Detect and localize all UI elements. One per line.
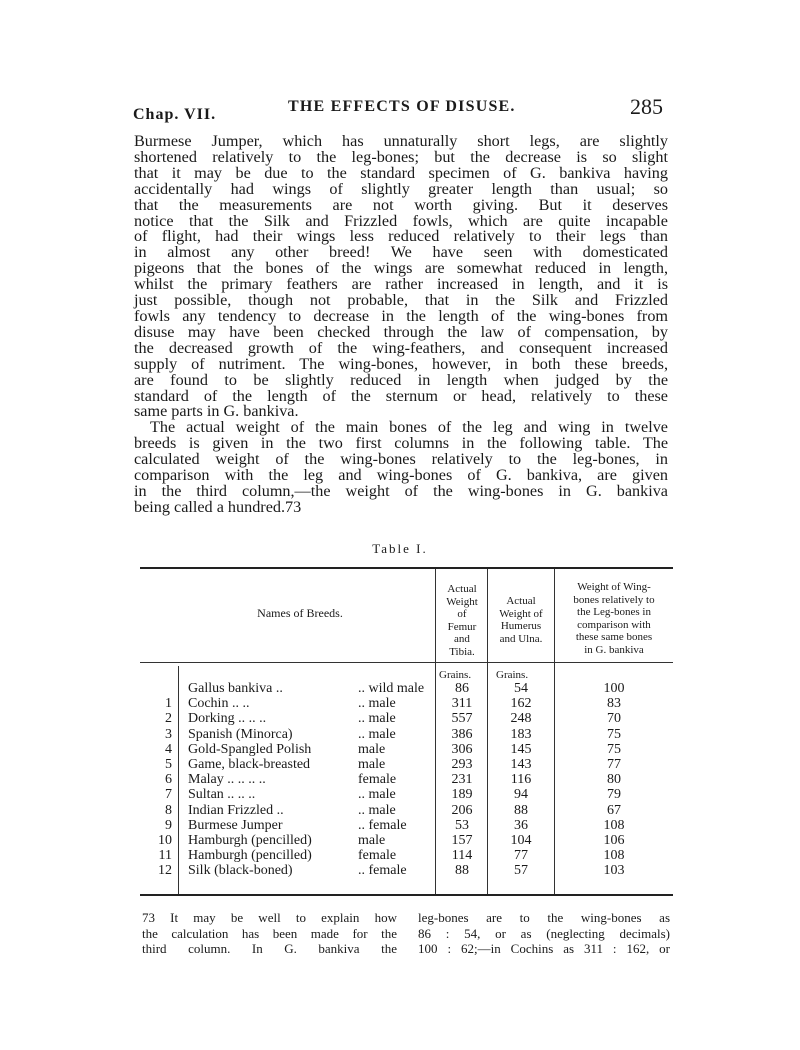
femur-weight: 293: [451, 757, 473, 772]
breed-sex: .. female: [358, 817, 407, 833]
row-number: 11: [158, 848, 172, 864]
breed-name: Game, black-breasted: [188, 757, 311, 772]
row-number: 8: [165, 802, 172, 818]
row-number: 9: [165, 817, 172, 833]
page-number: 285: [630, 94, 663, 119]
header-humerus: [488, 595, 554, 645]
femur-weight: 206: [451, 802, 473, 818]
humerus-weight: 88: [514, 802, 528, 818]
relative-weight: 79: [607, 787, 621, 803]
body-line: supply of nutriment. The wing-bones, however, in both these breeds,: [134, 354, 668, 373]
relative-weight: 77: [607, 757, 621, 772]
header-divider: [140, 662, 673, 663]
breed-name: Indian Frizzled ..: [188, 802, 284, 818]
header-names: Names of Breeds.: [257, 606, 343, 620]
humerus-weight: 145: [510, 741, 532, 757]
header-line: Actual: [506, 595, 536, 607]
body-line: calculated weight of the wing-bones relatively to the leg-bones, in: [134, 450, 668, 469]
femur-weight: 114: [451, 848, 473, 864]
body-line: accidentally had wings of slightly greater length than usual; so: [134, 179, 668, 198]
body-line: breeds is given in the two first columns in the following table. The: [134, 434, 668, 453]
femur-weight: 86: [455, 681, 469, 696]
breed-sex: female: [358, 848, 397, 864]
breed-sex: .. male: [358, 802, 396, 818]
relative-weight: 70: [607, 711, 621, 727]
femur-weight: 557: [451, 711, 473, 727]
humerus-weight: 143: [510, 757, 532, 772]
footnote-line: 100 : 62;—in Cochins as 311 : 162, or: [418, 941, 670, 956]
relative-weight: 75: [607, 726, 621, 742]
femur-weight: 311: [451, 696, 473, 712]
header-line: these same bones: [575, 631, 653, 643]
body-line: of flight, had their wings less reduced relatively to their legs than: [134, 227, 668, 246]
body-line: in the third column,—the weight of the wing-bones in G. bankiva: [134, 481, 668, 500]
humerus-weight: 94: [514, 787, 528, 803]
breed-name: Gold-Spangled Polish: [188, 741, 312, 757]
breed-sex: .. male: [358, 696, 396, 712]
header-line: in G. bankiva: [584, 643, 644, 656]
breed-name: Spanish (Minorca): [188, 726, 293, 742]
body-line: the decreased growth of the wing-feathers, and consequent increased: [134, 338, 668, 357]
relative-weight: 67: [607, 802, 621, 818]
header-line: comparison with: [577, 618, 651, 631]
row-number: 12: [158, 863, 172, 879]
row-number: 10: [158, 833, 172, 848]
body-line: are found to be slightly reduced in length when judged by the: [134, 370, 668, 389]
body-line: shortened relatively to the leg-bones; but the decrease is so slight: [134, 147, 668, 166]
breed-sex: male: [358, 757, 386, 772]
femur-weight: 53: [455, 817, 469, 833]
breed-name: Sultan .. .. ..: [188, 787, 256, 803]
femur-weight: 306: [451, 741, 473, 757]
header-line: of: [457, 608, 467, 620]
header-line: and Ulna.: [499, 632, 543, 645]
body-line: just possible, though not probable, that in the Silk and Frizzled: [134, 291, 668, 310]
breed-sex: .. male: [358, 787, 396, 803]
body-text: [134, 134, 668, 516]
body-line: comparison with the leg and wing-bones of G. bankiva, are given: [134, 466, 668, 485]
breed-sex: male: [358, 741, 386, 757]
humerus-weight: 57: [514, 863, 528, 879]
breed-name: Cochin .. ..: [188, 696, 250, 712]
footnote-line: 73 It may be well to explain how: [142, 910, 397, 925]
header-line: and: [454, 633, 470, 645]
relative-weight: 108: [603, 817, 625, 833]
footnote-right: [418, 910, 670, 957]
humerus-weight: 104: [510, 833, 532, 848]
header-line: bones relatively to: [573, 593, 655, 606]
running-title: THE EFFECTS OF DISUSE.: [288, 98, 516, 115]
body-line: that it may be due to the standard specimen of G. bankiva having: [134, 163, 668, 182]
header-line: Humerus: [500, 620, 542, 632]
body-line: disuse may have been checked through the law of compensation, by: [134, 322, 668, 341]
header-line: Weight of: [499, 607, 543, 620]
header-relative: [555, 581, 673, 656]
header-line: the Leg-bones in: [577, 606, 651, 618]
row-number: 1: [165, 696, 172, 712]
humerus-weight: 183: [510, 726, 532, 742]
row-number: 6: [165, 772, 172, 788]
breed-name: Burmese Jumper: [188, 817, 283, 833]
body-line: whilst the primary feathers are rather increased in length, and it is: [134, 275, 668, 294]
body-line: that the measurements are not worth giving. But it deserves: [134, 195, 668, 214]
footnote-line: third column. In G. bankiva the: [142, 941, 397, 956]
body-line: notice that the Silk and Frizzled fowls, which are quite incapable: [134, 211, 668, 230]
body-line: The actual weight of the main bones of the leg and wing in twelve: [150, 418, 668, 437]
breed-name: Hamburgh (pencilled): [188, 848, 312, 864]
relative-weight: 103: [603, 863, 625, 879]
breed-sex: .. wild male: [358, 681, 425, 696]
relative-weight: 108: [603, 848, 625, 864]
breed-name: Gallus bankiva ..: [188, 681, 283, 696]
humerus-weight: 162: [510, 696, 532, 712]
body-line: pigeons that the bones of the wings are somewhat reduced in length,: [134, 259, 668, 278]
breed-name: Malay .. .. .. ..: [188, 772, 266, 788]
relative-weight: 75: [607, 741, 621, 757]
body-line: fowls any tendency to decrease in the length of the wing-bones from: [134, 306, 668, 325]
body-line: Burmese Jumper, which has unnaturally short legs, are slightly: [134, 132, 668, 150]
humerus-weight: 54: [514, 681, 528, 696]
humerus-weight: 116: [510, 772, 532, 788]
row-number: 3: [165, 726, 172, 742]
header-femur: [436, 583, 488, 658]
footnote-left: [142, 910, 397, 957]
breed-sex: .. male: [358, 711, 396, 727]
row-number: 7: [165, 787, 172, 803]
femur-weight: 189: [451, 787, 473, 803]
row-number: 2: [165, 711, 172, 727]
femur-weight: 157: [451, 833, 473, 848]
humerus-weight: 36: [514, 817, 528, 833]
row-number: 4: [165, 741, 172, 757]
breed-sex: .. male: [358, 726, 396, 742]
unit-humerus: Grains.: [496, 669, 529, 681]
relative-weight: 106: [603, 833, 625, 848]
humerus-weight: 77: [514, 848, 528, 864]
breed-sex: .. female: [358, 863, 407, 879]
breed-name: Silk (black-boned): [188, 863, 293, 879]
relative-weight: 83: [607, 696, 621, 712]
femur-weight: 231: [451, 772, 473, 788]
body-line: in almost any other breed! We have seen with domesticated: [134, 243, 668, 262]
header-line: Femur: [447, 620, 477, 633]
unit-femur: Grains.: [439, 669, 472, 681]
footnote-line: leg-bones are to the wing-bones as: [418, 910, 670, 925]
chapter-label: Chap. VII.: [133, 106, 217, 123]
breed-sex: female: [358, 772, 397, 788]
humerus-weight: 248: [510, 711, 532, 727]
relative-weight: 100: [603, 681, 625, 696]
relative-weight: 80: [607, 772, 621, 788]
breeds-table: [140, 567, 673, 896]
body-line: being called a hundred.73: [134, 497, 302, 516]
breed-name: Hamburgh (pencilled): [188, 833, 312, 848]
header-line: Tibia.: [449, 645, 475, 658]
breed-name: Dorking .. .. ..: [188, 711, 267, 727]
header-line: Weight: [446, 595, 478, 608]
header-line: Actual: [447, 583, 477, 595]
column-divider: [178, 666, 179, 894]
body-line: same parts in G. bankiva.: [134, 402, 299, 421]
header-line: Weight of Wing-: [577, 581, 651, 593]
breed-sex: male: [358, 833, 386, 848]
page-header: [133, 96, 663, 130]
row-number: 5: [165, 757, 172, 772]
footnote-line: 86 : 54, or as (neglecting decimals): [418, 925, 670, 941]
femur-weight: 386: [451, 726, 473, 742]
body-line: standard of the length of the sternum or head, relatively to these: [134, 386, 668, 405]
femur-weight: 88: [455, 863, 469, 879]
table-title: Table I.: [372, 541, 428, 556]
footnote-line: the calculation has been made for the: [142, 925, 397, 941]
